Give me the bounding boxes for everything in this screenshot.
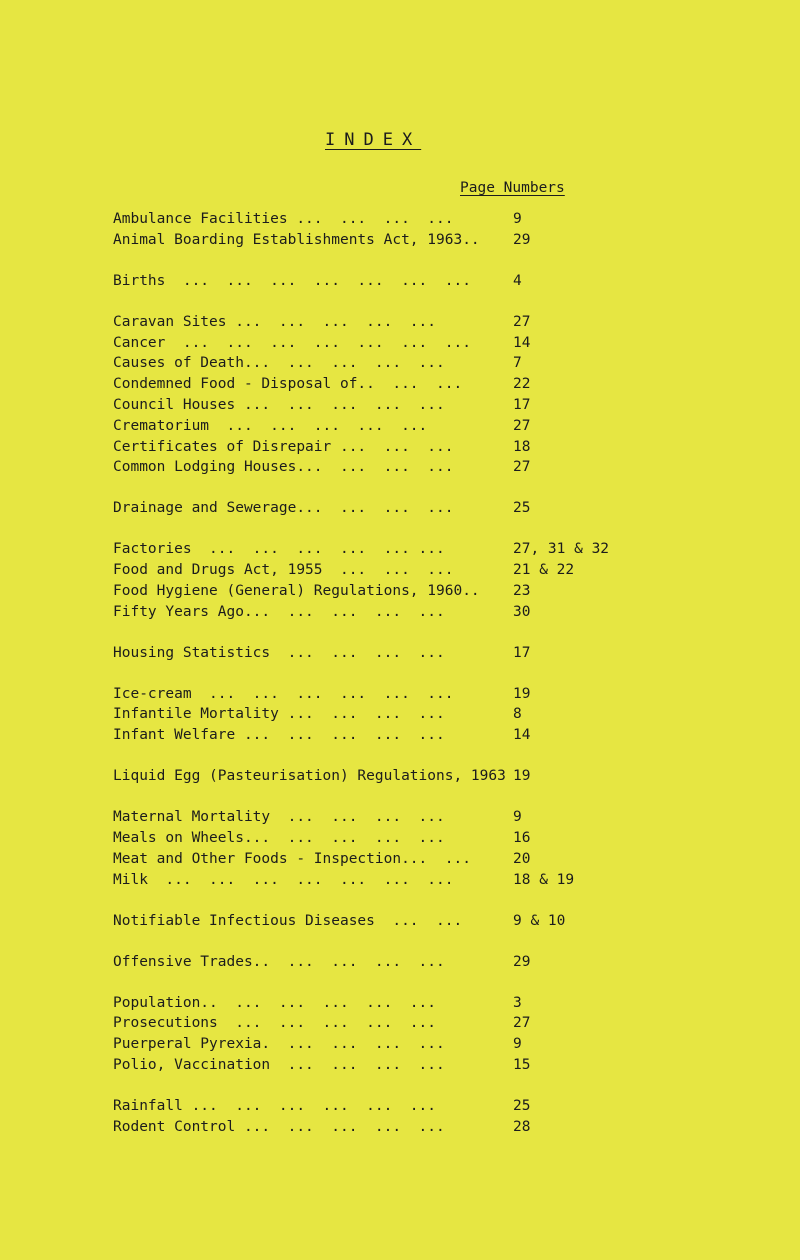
index-entry [113, 993, 673, 1014]
group-spacer [113, 972, 673, 992]
group-spacer [113, 519, 673, 539]
entry-label: Cancer ... ... ... ... ... ... ... [113, 334, 471, 351]
entry-label: Offensive Trades.. ... ... ... ... [113, 953, 445, 970]
index-entry [113, 437, 673, 458]
index-entry [113, 684, 673, 705]
entry-page-number: 17 [513, 644, 531, 661]
entry-label: Drainage and Sewerage... ... ... ... [113, 500, 454, 517]
entry-label: Polio, Vaccination ... ... ... ... [113, 1056, 445, 1073]
index-entry [113, 1013, 673, 1034]
entry-label: Rainfall ... ... ... ... ... ... [113, 1097, 437, 1114]
index-entry [113, 395, 673, 416]
entry-page-number: 27 [513, 1015, 531, 1032]
entry-page-number: 28 [513, 1118, 531, 1135]
page-title: INDEX [325, 130, 422, 150]
entry-page-number: 23 [513, 582, 531, 599]
index-entry [113, 560, 673, 581]
entry-page-number: 18 [513, 438, 531, 455]
index-entry [113, 849, 673, 870]
entry-page-number: 4 [513, 272, 522, 289]
entry-label: Housing Statistics ... ... ... ... [113, 644, 445, 661]
group-spacer [113, 931, 673, 951]
entry-page-number: 29 [513, 231, 531, 248]
group-spacer [113, 251, 673, 271]
group-spacer [113, 1076, 673, 1096]
entry-label: Notifiable Infectious Diseases ... ... [113, 912, 463, 929]
index-entry [113, 416, 673, 437]
entry-label: Infantile Mortality ... ... ... ... [113, 706, 445, 723]
entry-page-number: 19 [513, 768, 531, 785]
entry-label: Meat and Other Foods - Inspection... ... [113, 850, 471, 867]
index-entry [113, 581, 673, 602]
entry-page-number: 14 [513, 727, 531, 744]
entry-page-number: 9 [513, 211, 522, 227]
entry-page-number: 25 [513, 500, 531, 517]
entry-page-number: 27 [513, 313, 531, 330]
entry-page-number: 25 [513, 1097, 531, 1114]
entry-page-number: 16 [513, 830, 531, 847]
entry-label: Population.. ... ... ... ... ... [113, 994, 437, 1011]
entry-page-number: 15 [513, 1056, 531, 1073]
entry-page-number: 30 [513, 603, 531, 620]
entry-page-number: 22 [513, 376, 531, 393]
index-entry [113, 952, 673, 973]
entry-page-number: 19 [513, 685, 531, 702]
group-spacer [113, 890, 673, 910]
index-entry [113, 766, 673, 787]
entry-label: Rodent Control ... ... ... ... ... [113, 1118, 445, 1135]
page-numbers-header: Page Numbers [460, 180, 565, 196]
entry-page-number: 8 [513, 706, 522, 723]
entry-label: Infant Welfare ... ... ... ... ... [113, 727, 445, 744]
group-spacer [113, 663, 673, 683]
index-entry [113, 271, 673, 292]
entry-page-number: 21 & 22 [513, 562, 575, 579]
entry-page-number: 27 [513, 417, 531, 434]
index-entry [113, 704, 673, 725]
entry-label: Meals on Wheels... ... ... ... ... [113, 830, 445, 847]
entry-page-number: 9 [513, 809, 522, 826]
index-entry [113, 1055, 673, 1076]
entry-page-number: 17 [513, 396, 531, 413]
index-entry [113, 1117, 673, 1138]
index-entry [113, 312, 673, 333]
entry-label: Food Hygiene (General) Regulations, 1960.. [113, 582, 480, 599]
entry-page-number: 29 [513, 953, 531, 970]
entry-page-number: 27 [513, 459, 531, 476]
entry-label: Liquid Egg (Pasteurisation) Regulations, 1963 [113, 768, 506, 785]
index-entry [113, 333, 673, 354]
index-entry [113, 828, 673, 849]
index-entry [113, 602, 673, 623]
index-list [113, 209, 673, 1138]
entry-label: Crematorium ... ... ... ... ... [113, 417, 428, 434]
group-spacer [113, 787, 673, 807]
entry-label: Condemned Food - Disposal of.. ... ... [113, 376, 463, 393]
entry-page-number: 18 & 19 [513, 871, 575, 888]
entry-label: Prosecutions ... ... ... ... ... [113, 1015, 437, 1032]
index-entry [113, 374, 673, 395]
index-entry [113, 498, 673, 519]
entry-label: Factories ... ... ... ... ... ... [113, 541, 445, 558]
index-entry [113, 807, 673, 828]
entry-label: Maternal Mortality ... ... ... ... [113, 809, 445, 826]
entry-label: Ambulance Facilities ... ... ... ... [113, 211, 454, 227]
entry-page-number: 7 [513, 355, 522, 372]
index-entry [113, 870, 673, 891]
index-entry [113, 457, 673, 478]
entry-page-number: 14 [513, 334, 531, 351]
entry-label: Caravan Sites ... ... ... ... ... [113, 313, 437, 330]
entry-label: Common Lodging Houses... ... ... ... [113, 459, 454, 476]
entry-label: Ice-cream ... ... ... ... ... ... [113, 685, 454, 702]
entry-label: Certificates of Disrepair ... ... ... [113, 438, 454, 455]
group-spacer [113, 292, 673, 312]
entry-page-number: 9 & 10 [513, 912, 566, 929]
entry-label: Animal Boarding Establishments Act, 1963.. [113, 231, 480, 248]
entry-label: Births ... ... ... ... ... ... ... [113, 272, 471, 289]
group-spacer [113, 478, 673, 498]
entry-label: Council Houses ... ... ... ... ... [113, 396, 445, 413]
entry-label: Food and Drugs Act, 1955 ... ... ... [113, 562, 454, 579]
index-entry [113, 725, 673, 746]
entry-label: Milk ... ... ... ... ... ... ... [113, 871, 454, 888]
entry-label: Puerperal Pyrexia. ... ... ... ... [113, 1036, 445, 1053]
index-entry [113, 1096, 673, 1117]
index-entry [113, 539, 673, 560]
entry-page-number: 9 [513, 1036, 522, 1053]
entry-label: Causes of Death... ... ... ... ... [113, 355, 445, 372]
entry-page-number: 20 [513, 850, 531, 867]
index-entry [113, 209, 673, 230]
entry-page-number: 3 [513, 994, 522, 1011]
entry-label: Fifty Years Ago... ... ... ... ... [113, 603, 445, 620]
group-spacer [113, 623, 673, 643]
index-entry [113, 911, 673, 932]
index-entry [113, 1034, 673, 1055]
index-entry [113, 353, 673, 374]
entry-page-number: 27, 31 & 32 [513, 541, 610, 558]
index-entry [113, 230, 673, 251]
index-entry [113, 643, 673, 664]
group-spacer [113, 746, 673, 766]
